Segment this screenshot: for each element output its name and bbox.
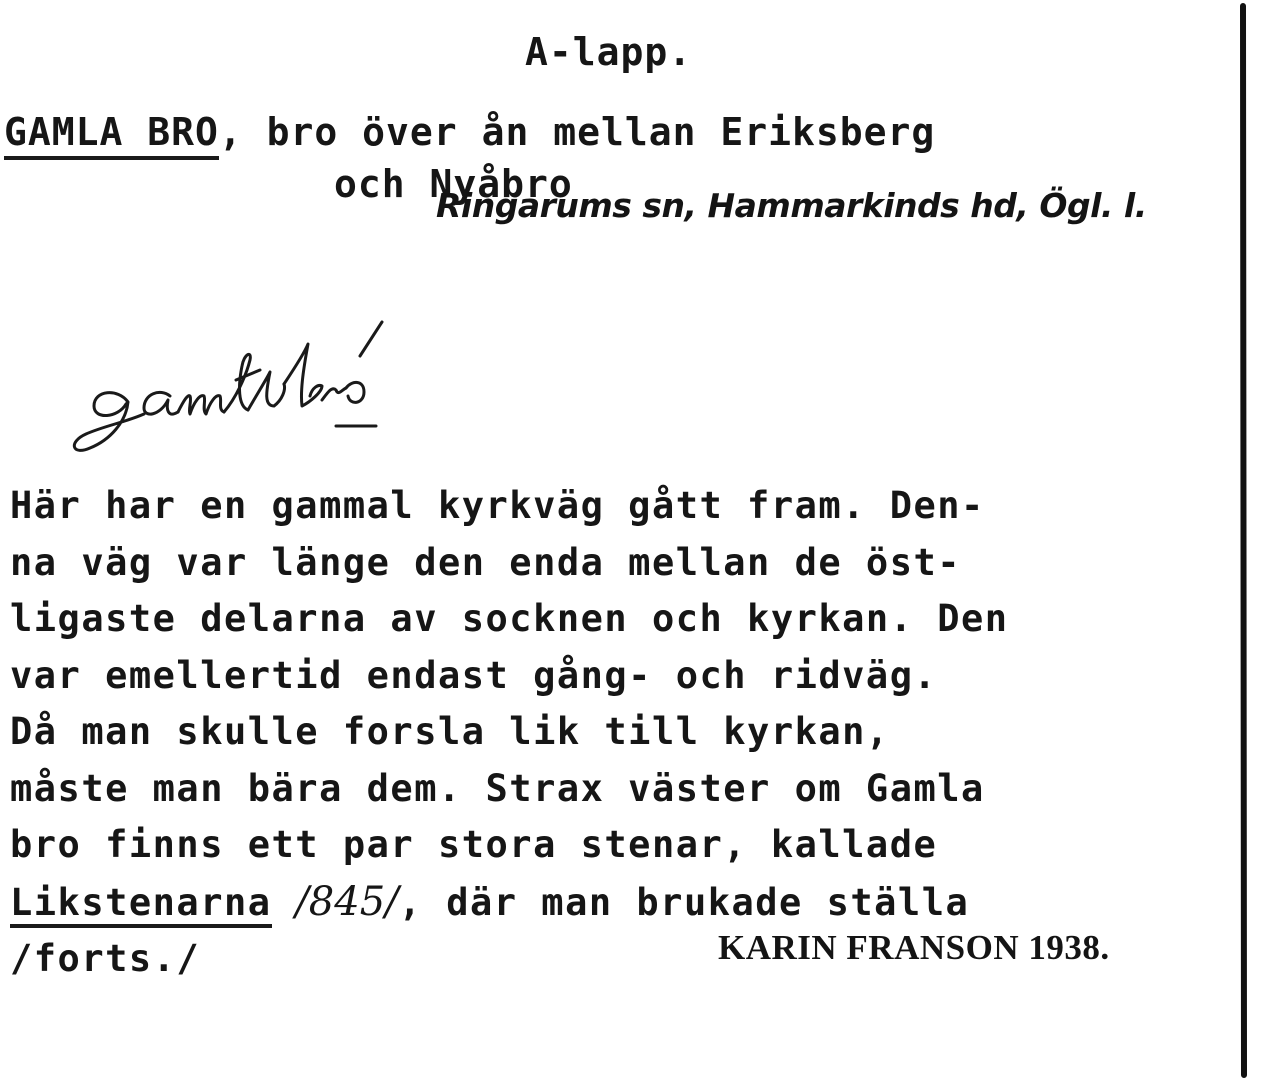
reference-number: /845/: [295, 878, 399, 925]
continuation-note: /forts./: [10, 937, 201, 980]
entry-description: , bro över ån mellan Eriksberg: [218, 110, 936, 154]
body-line: måste man bära dem. Strax väster om Gamla: [10, 766, 985, 810]
body-line: Då man skulle forsla lik till kyrkan,: [10, 710, 890, 753]
body-line: Här har en gammal kyrkväg gått fram. Den-: [10, 484, 985, 527]
body-line: var emellertid endast gång- och ridväg.: [10, 653, 938, 697]
body-line-rest: , där man brukade ställa: [398, 880, 970, 924]
card-edge-line: [1239, 0, 1248, 1083]
author-signature: KARIN FRANSON 1938.: [718, 928, 1110, 967]
body-line: bro finns ett par stora stenar, kallade: [10, 823, 938, 866]
handwritten-pronunciation: [60, 310, 500, 470]
body-line: na väg var länge den enda mellan de öst-: [10, 540, 962, 584]
body-line: ligaste delarna av socknen och kyrkan. Den: [10, 597, 1009, 640]
body-line: [10, 874, 1009, 932]
location-stamp: Ringarums sn, Hammarkinds hd, Ögl. l.: [436, 186, 1147, 225]
card-body: [10, 478, 1009, 988]
headword: GAMLA BRO: [4, 110, 219, 160]
entry-second-line: och Nyåbro: [334, 162, 573, 206]
underlined-place-name: Likstenarna: [10, 881, 272, 928]
card-heading: A-lapp.: [525, 30, 693, 74]
entry-title-line: [4, 110, 935, 154]
